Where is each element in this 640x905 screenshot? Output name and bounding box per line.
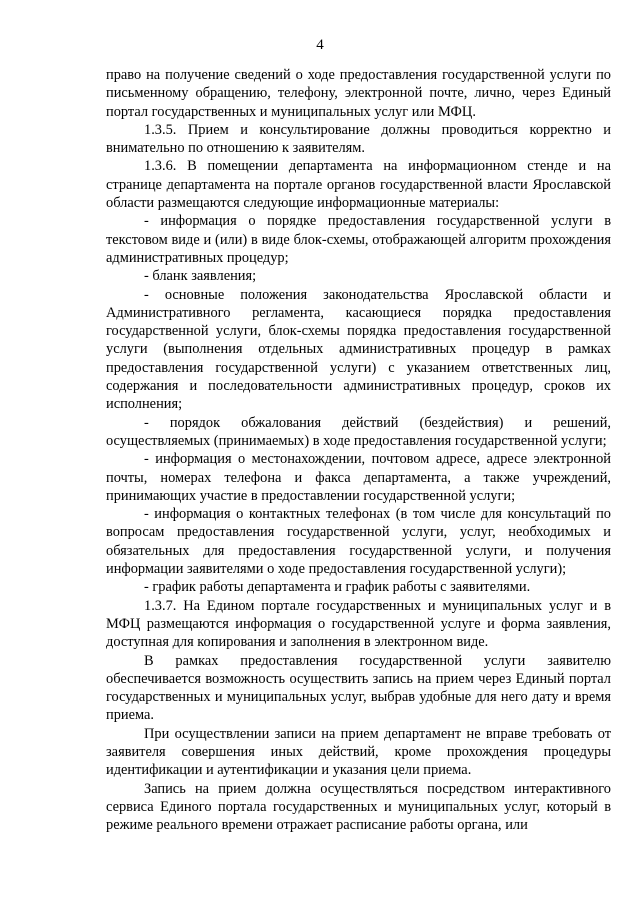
list-item-contact-phones: - информация о контактных телефонах (в том числе для консультаций по вопросам предоставления государственной услуги, услуг, необходимых и обязательных для предоставления государственной услуги, и получения информации заявителями о ходе предоставления государственной услуги); [106,506,611,578]
list-item-legislation: - основные положения законодательства Ярославской области и Административного регламента, касающиеся порядка предоставления государственной услуги, блок-схемы порядка предоставления государственной услуги (выполнения отдельных административных процедур в рамках предоставления государственной услуги) с указанием ответственных лиц, содержания и последовательности административных процедур, сроков их исполнения; [106,286,611,413]
paragraph-booking-restrictions: При осуществлении записи на прием департамент не вправе требовать от заявителя совершения иных действий, кроме прохождения процедуры идентификации и аутентификации и указания цели приема. [106,725,611,779]
list-item-appeal-procedure: - порядок обжалования действий (бездействия) и решений, осуществляемых (принимаемых) в ходе предоставления государственной услуги; [106,414,611,449]
paragraph-1-3-6: 1.3.6. В помещении департамента на информационном стенде и на странице департамента на портале органов государственной власти Ярославской области размещаются следующие информационные материалы: [106,158,611,212]
paragraph-1-3-5: 1.3.5. Прием и консультирование должны проводиться корректно и внимательно по отношению к заявителям. [106,121,611,157]
page-number: 4 [316,37,324,53]
document-body [106,66,611,834]
paragraph-appointment-booking: В рамках предоставления государственной услуги заявителю обеспечивается возможность осуществить запись на прием через Единый портал государственных и муниципальных услуг, выбрав удобные для него дату и время приема. [106,652,611,724]
paragraph-continuation: право на получение сведений о ходе предоставления государственной услуги по письменному обращению, телефону, электронной почте, лично, через Единый портал государственных и муниципальных услуг или МФЦ. [106,67,611,120]
paragraph-1-3-7: 1.3.7. На Едином портале государственных и муниципальных услуг и в МФЦ размещаются информация о государственной услуге и форма заявления, доступная для копирования и заполнения в электронном виде. [106,597,611,651]
list-item-location-info: - информация о местонахождении, почтовом адресе, адресе электронной почты, номерах телефона и факса департамента, а также учреждений, принимающих участие в предоставлении государственной услуги; [106,451,611,504]
list-item-application-form: - бланк заявления; [144,268,257,285]
list-item-work-schedule: - график работы департамента и график работы с заявителями. [144,579,531,596]
paragraph-interactive-service: Запись на прием должна осуществляться посредством интерактивного сервиса Единого портала государственных и муниципальных услуг, который в режиме реального времени отражает расписание работы органа, или [106,780,611,834]
list-item-procedure-info: - информация о порядке предоставления государственной услуги в текстовом виде и (или) в виде блок-схемы, отображающей алгоритм прохождения административных процедур; [106,213,611,266]
